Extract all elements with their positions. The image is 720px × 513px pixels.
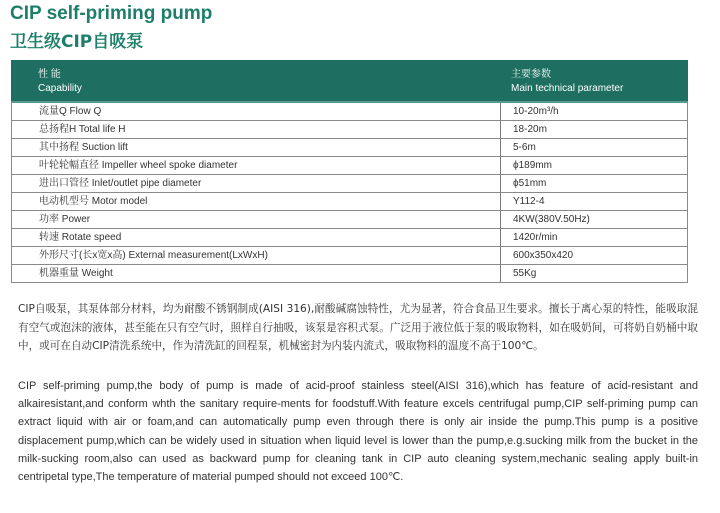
- row-value: ϕ51mm: [500, 175, 687, 192]
- header-capability-en: Capability: [38, 83, 82, 94]
- row-value: 4KW(380V.50Hz): [500, 211, 687, 228]
- header-capability: [11, 60, 499, 101]
- table-row: [12, 193, 687, 211]
- row-value: ϕ189mm: [500, 157, 687, 174]
- row-value: 5-6m: [500, 139, 687, 156]
- table-row: [12, 265, 687, 283]
- row-value: 18-20m: [500, 121, 687, 138]
- row-value: 600x350x420: [500, 247, 687, 264]
- table-row: [12, 139, 687, 157]
- title-chinese: 卫生级CIP自吸泵: [10, 32, 144, 52]
- description-chinese: CIP自吸泵，其泵体部分材料，均为耐酸不锈钢制成(AISI 316),耐酸碱腐蚀特性，尤为显著，符合食品卫生要求。擅长于离心泵的特性，能吸取混有空气或泡沫的液体，甚至能在只有空气时，照样自行抽吸，该泵是容积式泵。广泛用于液位低于泵的吸取物料，如在吸奶间，可将奶自奶桶中取中，或可在自动CIP清洗系统中，作为清洗缸的回程泵，机械密封为内装内流式，吸取物料的温度不高于100℃。: [18, 303, 698, 353]
- row-value: 1420r/min: [500, 229, 687, 246]
- spec-table-body: [11, 103, 688, 283]
- title-english: CIP self-priming pump: [10, 3, 213, 24]
- row-name: 机器重量 Weight: [39, 268, 113, 279]
- row-name: 转速 Rotate speed: [39, 232, 122, 243]
- table-row: [12, 121, 687, 139]
- header-capability-cn: 性 能: [38, 69, 61, 80]
- header-parameter-en: Main technical parameter: [511, 83, 624, 94]
- row-name: 总扬程H Total life H: [39, 124, 126, 135]
- row-name: 流量Q Flow Q: [39, 106, 102, 117]
- row-name: 叶轮轮幅直径 Impeller wheel spoke diameter: [39, 160, 238, 171]
- spec-table-header: [11, 60, 688, 103]
- row-name: 外形尺寸(长x宽x高) External measurement(LxWxH): [39, 250, 268, 261]
- table-row: [12, 175, 687, 193]
- row-value: 10-20m³/h: [500, 103, 687, 120]
- spec-table: [11, 60, 688, 283]
- row-value: Y112-4: [500, 193, 687, 210]
- header-parameter: [499, 60, 688, 101]
- table-row: [12, 229, 687, 247]
- table-row: [12, 157, 687, 175]
- description-english: CIP self-priming pump,the body of pump is made of acid-proof stainless steel(AISI 316),which has feature of acid-resistant and alkairesistant,and conform whth the sanitary require-ments for foodstuff.With feature excels centrifugal pump,CIP self-priming pump can extract liquid with air or foam,and can automatically pump even through there is only air inside the pump.This pump is a positive displacement pump,which can be widely used in situation when liquid level is lower than the pump,e.g.sucking milk from the bucket in the milk-sucking room,also can used as backward pump for cleaning tank in CIP auto cleaning system,mechanic sealing apply built-in centripetal type,The temperature of material pumped should not exceed 100℃.: [18, 380, 698, 484]
- table-row: [12, 247, 687, 265]
- table-row: [12, 211, 687, 229]
- row-value: 55Kg: [500, 265, 687, 282]
- row-name: 电动机型号 Motor model: [39, 196, 148, 207]
- header-parameter-cn: 主要参数: [511, 69, 551, 80]
- row-name: 其中扬程 Suction lift: [39, 142, 128, 153]
- row-name: 进出口管径 Inlet/outlet pipe diameter: [39, 178, 202, 189]
- row-name: 功率 Power: [39, 214, 91, 225]
- table-row: [12, 103, 687, 121]
